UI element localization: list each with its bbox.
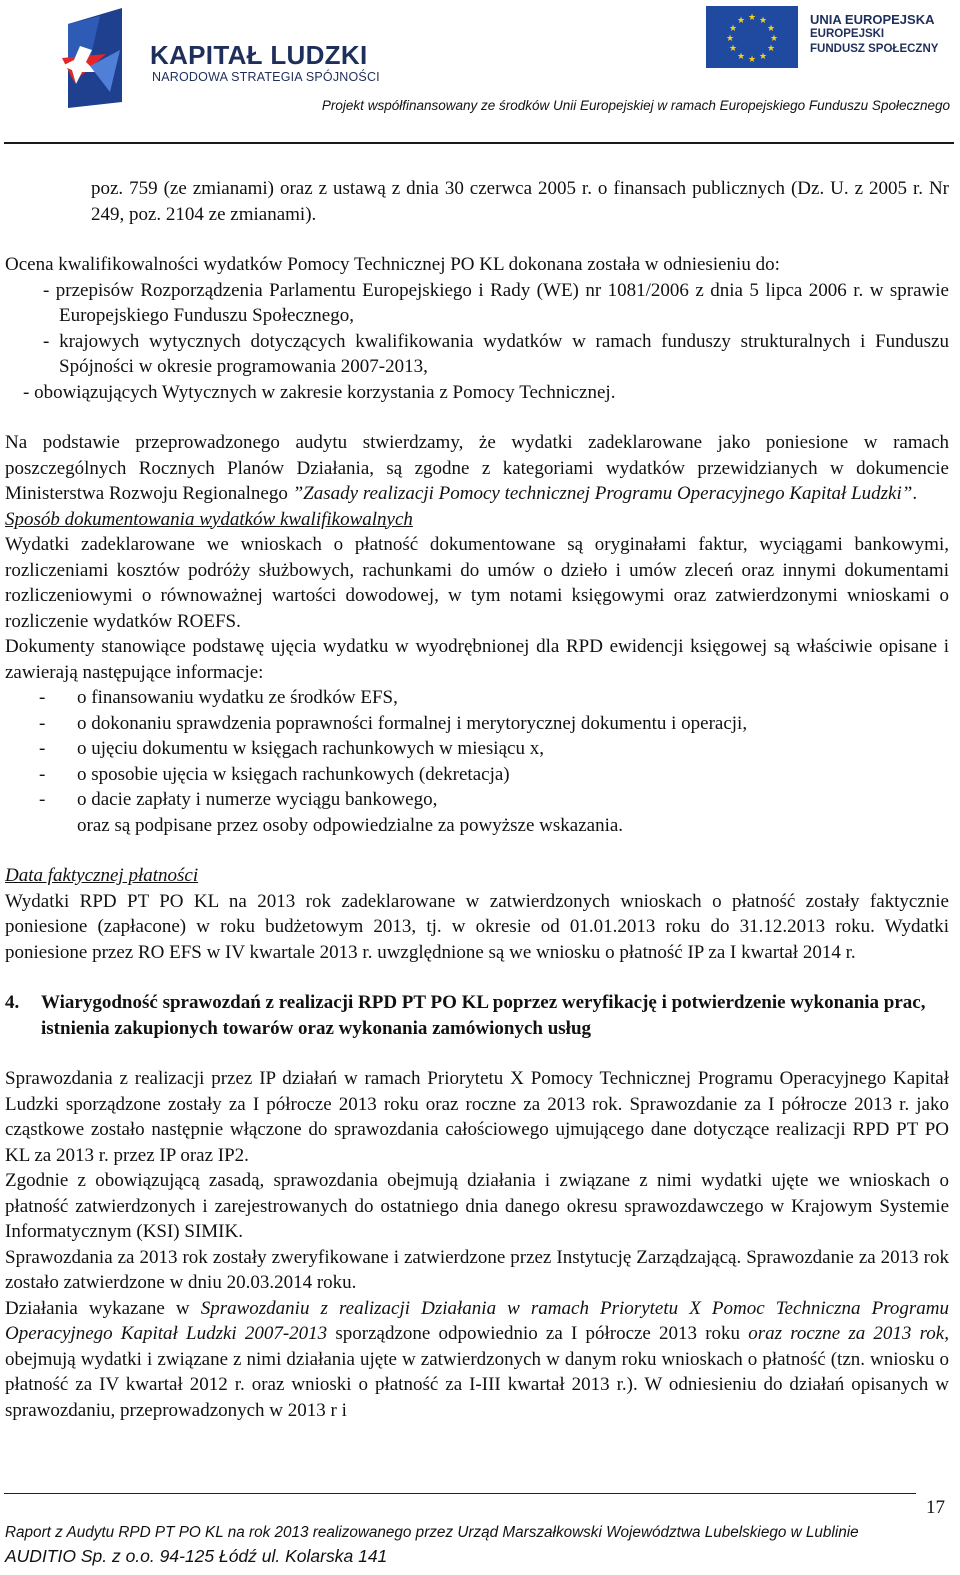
svg-text:★: ★ — [769, 34, 779, 44]
svg-text:★: ★ — [736, 52, 746, 62]
svg-text:★: ★ — [758, 16, 768, 26]
svg-text:★: ★ — [728, 44, 738, 54]
text-run: Działania wykazane w — [5, 1297, 201, 1319]
spacer — [5, 405, 949, 430]
section-heading-payment-date — [5, 863, 949, 889]
eu-line-3: FUNDUSZ SPOŁECZNY — [810, 43, 939, 55]
cofinancing-note: Projekt współfinansowany ze środków Unii Europejskiej w ramach Europejskiego Funduszu Społecznego — [321, 98, 950, 113]
list-item: - przepisów Rozporządzenia Parlamentu Europejskiego i Rady (WE) nr 1081/2006 z dnia 5 lipca 2006 r. w sprawie Europejskiego Funduszu Społecznego, — [43, 279, 949, 326]
audit-finding-end: . — [912, 483, 918, 504]
list-tail — [5, 813, 949, 839]
list-item-text: o finansowaniu wydatku ze środków EFS, — [77, 687, 398, 708]
paragraph-payment-date: Wydatki RPD PT PO KL na 2013 rok zadeklarowane w zatwierdzonych wnioskach o płatność zostały faktycznie poniesione (zapłacone) w roku budżetowym 2013, tj. w okresie od 01.01.2013 roku do 31.12.2013 roku. Wydatki poniesione przez RO EFS w IV kwartale 2013 r. uwzględnione są we wniosku o płatność IP za I kwartał 2014 r. — [5, 890, 949, 963]
list-item: - krajowych wytycznych dotyczących kwalifikowania wydatków w ramach funduszy strukturalnych i Funduszu Spójności w okresie programowania 2007-2013, — [43, 330, 949, 377]
section-number: 4. — [5, 992, 20, 1013]
list-item — [5, 787, 949, 813]
paragraph-audit-finding — [5, 430, 949, 507]
spacer — [5, 227, 949, 252]
footer-report-title: Raport z Audytu RPD PT PO KL na rok 2013 realizowanego przez Urząd Marszałkowski Województwa Lubelskiego w Lublinie — [5, 1524, 859, 1541]
paragraph-eligibility-intro: Ocena kwalifikowalności wydatków Pomocy Technicznej PO KL dokonana została w odniesieniu do: — [5, 254, 780, 275]
eu-line-2: EUROPEJSKI — [810, 28, 885, 40]
eu-flag-icon — [706, 6, 798, 68]
text-run-italic: oraz roczne za 2013 rok, — [748, 1323, 949, 1344]
heading-text: Data faktycznej płatności — [5, 865, 199, 886]
audit-finding-text: Na podstawie przeprowadzonego audytu stwierdzamy, że wydatki zadeklarowane jako poniesione w ramach poszczególnych Rocznych Planów Działania, są zgodne z kategoriami wydatków przewidzianych w dokumencie Ministerstwa Rozwoju Regionalnego — [5, 432, 949, 504]
paragraph-reporting-rule: Zgodnie z obowiązującą zasadą, sprawozdania obejmują działania i związane z nimi wydatki ujęte we wnioskach o płatność zatwierdzonych i zarejestrowanych do ostatniego dnia danego okresu sprawozdawczego w Krajowym Systemie Informatycznym (KSI) SIMIK. — [5, 1170, 949, 1242]
spacer — [5, 1041, 949, 1066]
footer-company-address: AUDITIO Sp. z o.o. 94-125 Łódź ul. Kolarska 141 — [5, 1546, 388, 1566]
list-item-text: o sposobie ujęcia w księgach rachunkowych (dekretacja) — [77, 763, 510, 785]
spacer — [5, 965, 949, 990]
svg-text:★: ★ — [747, 55, 757, 65]
list-dash: - — [39, 789, 46, 810]
text-run: sporządzone odpowiednio za I półrocze 2013 roku — [327, 1323, 749, 1344]
svg-text:★: ★ — [766, 44, 776, 54]
kapital-ludzki-title: KAPITAŁ LUDZKI — [150, 40, 368, 70]
paragraph-documents-info: Dokumenty stanowiące podstawę ujęcia wydatku w wyodrębnionej dla RPD ewidencji księgowej są właściwie opisane i zawierają następujące informacje: — [5, 636, 949, 683]
page-content — [5, 176, 949, 1423]
list-item-text: o ujęciu dokumentu w księgach rachunkowych w miesiącu x, — [77, 738, 544, 759]
eu-label — [810, 12, 938, 57]
section-heading-4 — [5, 990, 949, 1041]
page-header — [0, 0, 960, 150]
list-tail-text: oraz są podpisane przez osoby odpowiedzialne za powyższe wskazania. — [77, 814, 624, 836]
svg-text:★: ★ — [725, 34, 735, 44]
paragraph-approval: Sprawozdania za 2013 rok zostały zweryfikowane i zatwierdzone przez Instytucję Zarządzającą. Sprawozdanie za 2013 rok zostało zatwierdzone w dniu 20.03.2014 roku. — [5, 1246, 949, 1293]
list-item-text: o dacie zapłaty i numerze wyciągu bankowego, — [77, 789, 438, 810]
list-item — [5, 711, 949, 737]
eu-line-1: UNIA EUROPEJSKA — [810, 12, 935, 27]
list-dash: - — [39, 738, 46, 759]
heading-text: Sposób dokumentowania wydatków kwalifikowalnych — [5, 508, 413, 530]
spacer — [5, 838, 949, 863]
svg-text:★: ★ — [766, 24, 776, 34]
paragraph-legal-reference: poz. 759 (ze zmianami) oraz z ustawą z dnia 30 czerwca 2005 r. o finansach publicznych (Dz. U. z 2005 r. Nr 249, poz. 2104 ze zmianami). — [91, 178, 949, 225]
list-item: - obowiązujących Wytycznych w zakresie korzystania z Pomocy Technicznej. — [23, 381, 616, 403]
list-item — [5, 685, 949, 711]
page-number: 17 — [926, 1497, 945, 1518]
text-run: obejmują wydatki i związane z nimi działania ujęte w zatwierdzonych w danym roku wnioskach o płatność (tzn. wniosku o płatność za IV kwartał 2012 r. oraz wnioski o płatność za I-III kwartał 2013 r.). W odniesieniu do działań opisanych w sprawozdaniu, przeprowadzonych w 2013 r i — [5, 1348, 949, 1421]
svg-text:★: ★ — [758, 52, 768, 62]
list-item — [5, 736, 949, 762]
section-heading-documentation — [5, 507, 949, 533]
list-dash: - — [39, 712, 46, 734]
header-divider — [4, 142, 954, 144]
footer-divider — [4, 1493, 916, 1494]
list-item-text: o dokonaniu sprawdzenia poprawności formalnej i merytorycznej dokumentu i operacji, — [77, 712, 748, 734]
kapital-ludzki-subtitle: NARODOWA STRATEGIA SPÓJNOŚCI — [152, 70, 380, 84]
svg-text:★: ★ — [728, 24, 738, 34]
paragraph-activities — [5, 1296, 949, 1424]
report-title-italic: Sprawozdaniu z realizacji Działania w ramach Priorytetu X Pomoc Techniczna Programu Operacyjnego Kapitał Ludzki 2007-2013 — [5, 1297, 949, 1344]
section-title: Wiarygodność sprawozdań z realizacji RPD PT PO KL poprzez weryfikację i potwierdzenie wykonania prac, istnienia zakupionych towarów oraz wykonania zamówionych usług — [41, 992, 926, 1039]
list-dash: - — [39, 763, 46, 785]
kapital-ludzki-logo — [60, 6, 130, 110]
svg-text:★: ★ — [736, 16, 746, 26]
svg-text:★: ★ — [747, 13, 757, 23]
paragraph-documentation: Wydatki zadeklarowane we wnioskach o płatność dokumentowane są oryginałami faktur, wyciągami bankowymi, rozliczeniami kosztów podróży służbowych, rachunkami do umów o dzieło i umów zleceń oraz innymi dokumentami rozliczeniowymi o równoważnej wartości dowodowej, w tym notami księgowymi oraz zatwierdzonymi wnioskami o rozliczenie wydatków ROEFS. — [5, 534, 949, 632]
list-dash: - — [39, 687, 46, 708]
list-item — [5, 762, 949, 788]
paragraph-reports: Sprawozdania z realizacji przez IP działań w ramach Priorytetu X Pomocy Technicznej Programu Operacyjnego Kapitał Ludzki sporządzone zostały za I półrocze 2013 roku oraz roczne za 2013 rok. Sprawozdanie za I półrocze 2013 r. jako cząstkowe zostało następnie włączone do sprawozdania całościowego ujmującego dane dotyczące realizacji RPD PT PO KL za 2013 r. przez IP oraz IP2. — [5, 1068, 949, 1166]
audit-finding-document-title: ”Zasady realizacji Pomocy technicznej Programu Operacyjnego Kapitał Ludzki” — [292, 483, 913, 504]
